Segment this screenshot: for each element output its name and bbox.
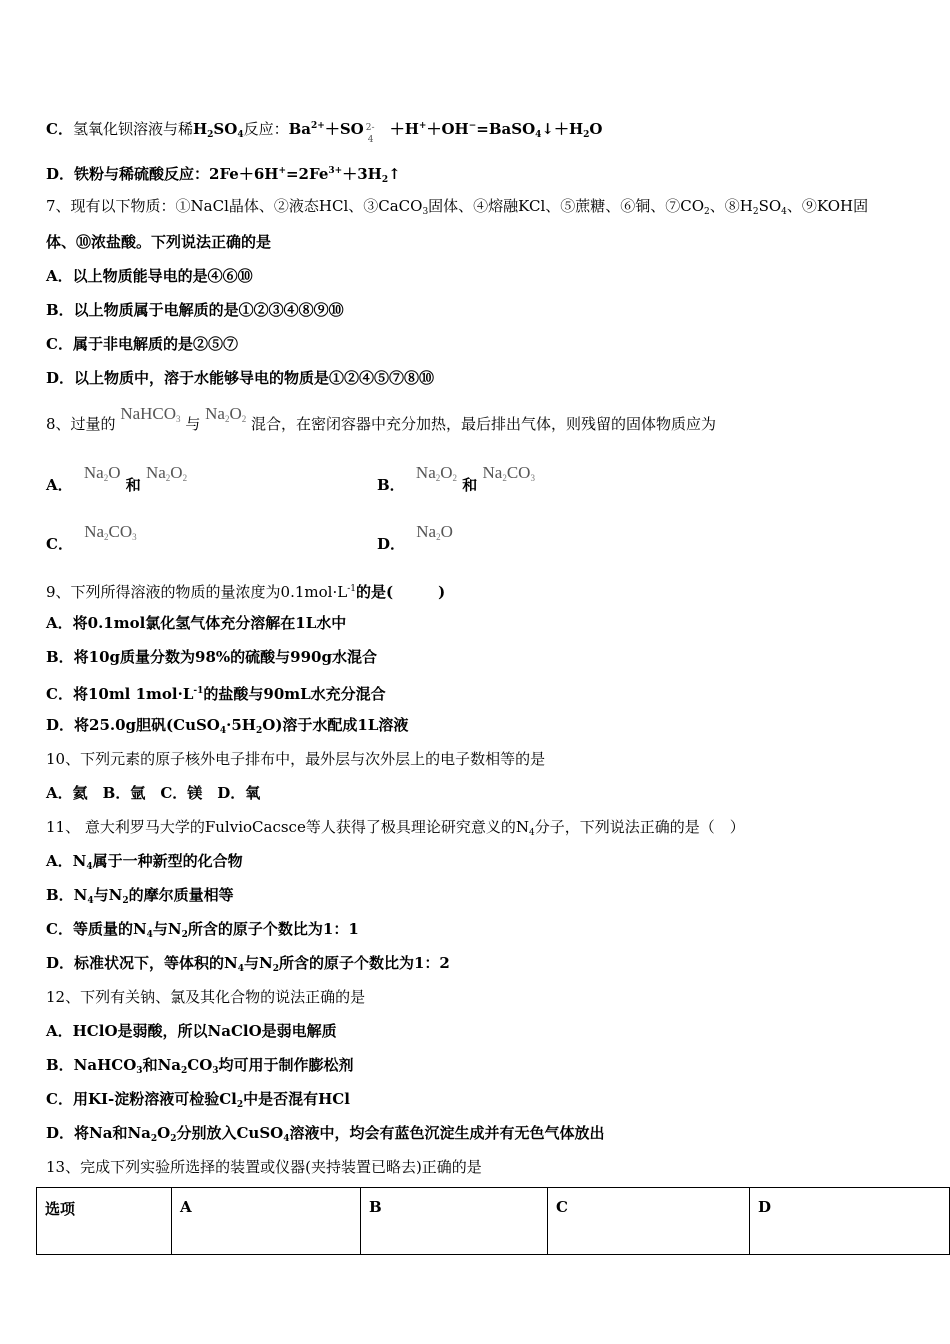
q9-option-a: A．将0.1mol氯化氢气体充分溶解在1L水中 — [46, 614, 347, 632]
table-row — [37, 1188, 950, 1255]
q7-option-a: A．以上物质能导电的是④⑥⑩ — [46, 267, 253, 285]
q10-options: A．氦 B．氩 C．镁 D．氧 — [46, 784, 261, 802]
q12-option-d: D．将Na和$Na_2O_2$分别放入CuSO$_4$溶液中，均会有蓝色沉淀生成并有无色气体放出 — [46, 1124, 605, 1144]
q8-option-c: C． $Na_2CO_3$ — [46, 522, 137, 553]
q6-option-d: D．铁粉与稀硫酸反应：$2Fe+6H^+=2Fe^{3+}+3H_2↑$ — [46, 165, 401, 185]
q8-stem: 8、过量的 NaHCO$_3$ 与 $Na_2O_2$ 混合，在密闭容器中充分加热，最后排出气体，则残留的固体物质应为 — [46, 404, 717, 433]
q11-option-b: B．$N_4$与$N_2$的摩尔质量相等 — [46, 886, 234, 906]
q7-stem-line1: 7、现有以下物质：①NaCl晶体、②液态HCl、③CaCO$_3$固体、④熔融KCl、⑤蔗糖、⑥铜、$⑦CO_2$、$⑧H_2SO_4$、⑨KOH固 — [46, 197, 869, 217]
q9-option-d: D．将25.0g胆矾$(CuSO_4\cdot 5H_2O)$溶于水配成1L溶液 — [46, 716, 409, 736]
q12-option-b: B．NaHCO$_3$和$Na_2CO_3$均可用于制作膨松剂 — [46, 1056, 354, 1076]
q12-option-a: A．HClO是弱酸，所以NaClO是弱电解质 — [46, 1022, 337, 1040]
formula-nahco3: NaHCO$_3$ — [120, 404, 181, 424]
q11-option-c: C．等质量的$N_4$与$N_2$所含的原子个数比为1：1 — [46, 920, 359, 940]
q13-stem: 13、完成下列实验所选择的装置或仪器(夹持装置已略去)正确的是 — [46, 1158, 482, 1176]
q9-stem: 9、下列所得溶液的物质的量浓度为$0.1mol\cdot L^{-1}$的是( ) — [46, 583, 446, 601]
q8-option-a: A． $Na_2O$ 和 $Na_2O_2$ — [46, 463, 188, 494]
q10-stem: 10、下列元素的原子核外电子排布中，最外层与次外层上的电子数相等的是 — [46, 750, 546, 768]
q8-option-d: D． $Na_2O$ — [377, 522, 453, 553]
q7-option-d: D．以上物质中，溶于水能够导电的物质是①②④⑤⑦⑧⑩ — [46, 369, 435, 387]
q8-option-b: B． $Na_2O_2$ 和 $Na_2CO_3$ — [377, 463, 535, 494]
q9-option-c: C．将10ml $1mol\cdot L^{-1}$的盐酸与90mL水充分混合 — [46, 685, 386, 703]
table-header-cell: 选项 — [37, 1188, 172, 1255]
table-header-cell: B — [361, 1188, 548, 1255]
q7-option-b: B．以上物质属于电解质的是①②③④⑧⑨⑩ — [46, 301, 344, 319]
q12-option-c: C．用KI-淀粉溶液可检验$Cl_2$中是否混有HCl — [46, 1090, 350, 1110]
q7-stem-line2: 体、⑩浓盐酸。下列说法正确的是 — [46, 233, 272, 251]
q13-table — [36, 1187, 950, 1255]
q7-option-c: C．属于非电解质的是②⑤⑦ — [46, 335, 238, 353]
q11-option-d: D．标准状况下，等体积的$N_4$与$N_2$所含的原子个数比为1：2 — [46, 954, 450, 974]
q6-option-c: C．氢氧化钡溶液与稀$H_2SO_4$反应：$Ba^{2+}+SO$ 2- 4 $+H^++OH^-=BaSO_4↓+H_2O$ — [46, 120, 603, 145]
formula-na2o2: $Na_2O_2$ — [205, 404, 247, 424]
q12-stem: 12、下列有关钠、氯及其化合物的说法正确的是 — [46, 988, 366, 1006]
q9-option-b: B．将10g质量分数为98%的硫酸与990g水混合 — [46, 648, 377, 666]
table-header-cell: A — [172, 1188, 361, 1255]
q11-option-a: A．$N_4$属于一种新型的化合物 — [46, 852, 243, 872]
table-header-cell: D — [750, 1188, 950, 1255]
table-header-cell: C — [548, 1188, 750, 1255]
q11-stem: 11、 意大利罗马大学的FulvioCacsce等人获得了极具理论研究意义的$N_4$分子，下列说法正确的是（ ） — [46, 818, 745, 838]
